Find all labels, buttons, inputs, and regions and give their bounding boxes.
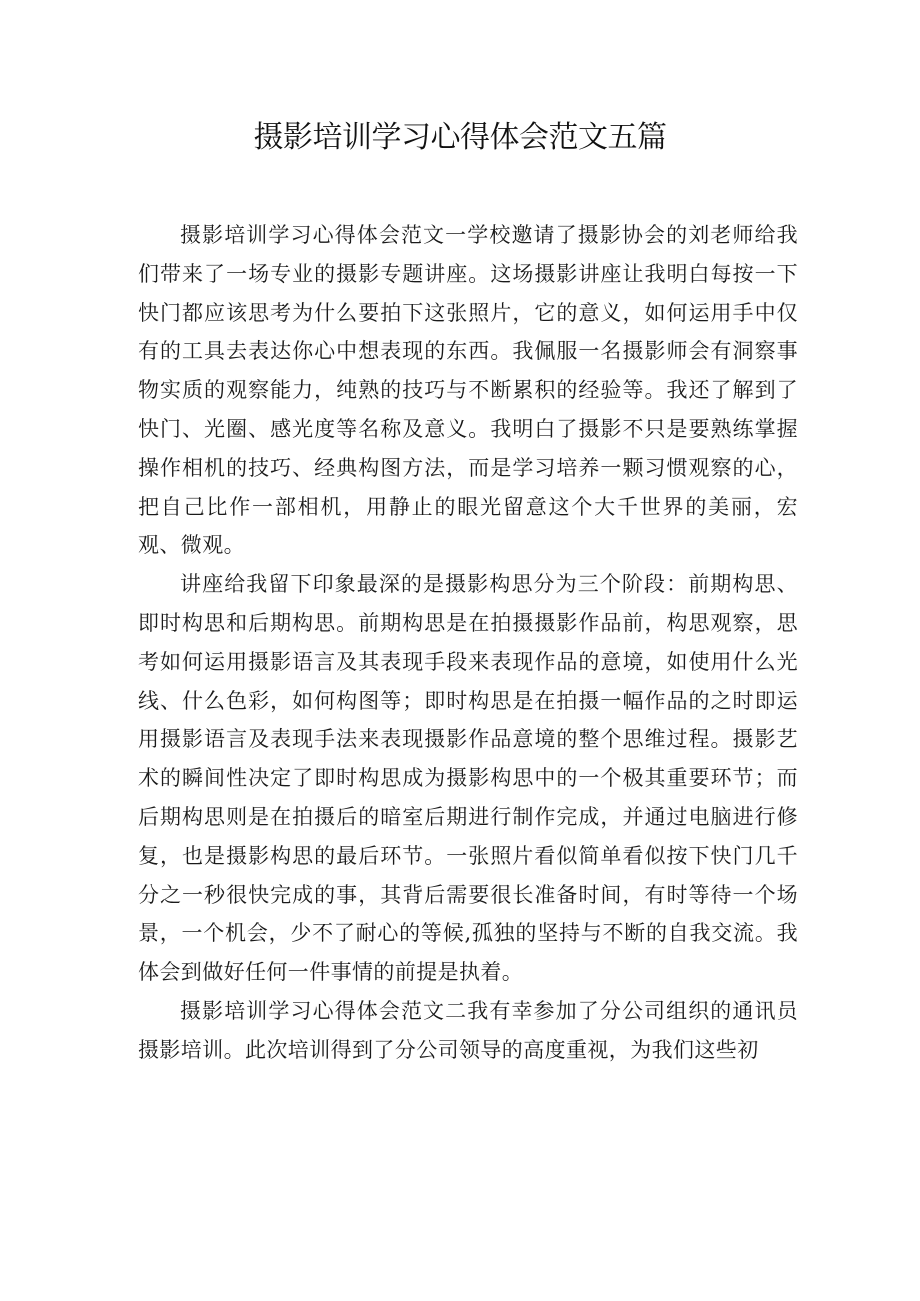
paragraph-1: 摄影培训学习心得体会范文一学校邀请了摄影协会的刘老师给我们带来了一场专业的摄影专题讲座。这场摄影讲座让我明白每按一下快门都应该思考为什么要拍下这张照片，它的意义，如何运用手中仅有的工具去表达你心中想表现的东西。我佩服一名摄影师会有洞察事物实质的观察能力，纯熟的技巧与不断累积的经验等。我还了解到了快门、光圈、感光度等名称及意义。我明白了摄影不只是要熟练掌握操作相机的技巧、经典构图方法，而是学习培养一颗习惯观察的心，把自己比作一部相机，用静止的眼光留意这个大千世界的美丽，宏观、微观。 [138, 223, 798, 558]
document-title: 摄影培训学习心得体会范文五篇 [253, 120, 667, 155]
document-body [138, 216, 798, 1070]
paragraph-3: 摄影培训学习心得体会范文二我有幸参加了分公司组织的通讯员摄影培训。此次培训得到了分公司领导的高度重视，为我们这些初 [138, 998, 798, 1062]
paragraph-2: 讲座给我留下印象最深的是摄影构思分为三个阶段：前期构思、即时构思和后期构思。前期构思是在拍摄摄影作品前，构思观察，思考如何运用摄影语言及其表现手段来表现作品的意境，如使用什么光线、什么色彩，如何构图等；即时构思是在拍摄一幅作品的之时即运用摄影语言及表现手法来表现摄影作品意境的整个思维过程。摄影艺术的瞬间性决定了即时构思成为摄影构思中的一个极其重要环节；而后期构思则是在拍摄后的暗室后期进行制作完成，并通过电脑进行修复，也是摄影构思的最后环节。一张照片看似简单看似按下快门几千分之一秒很快完成的事，其背后需要很长准备时间，有时等待一个场景，一个机会，少不了耐心的等候,孤独的坚持与不断的自我交流。我体会到做好任何一件事情的前提是执着。 [138, 572, 798, 985]
